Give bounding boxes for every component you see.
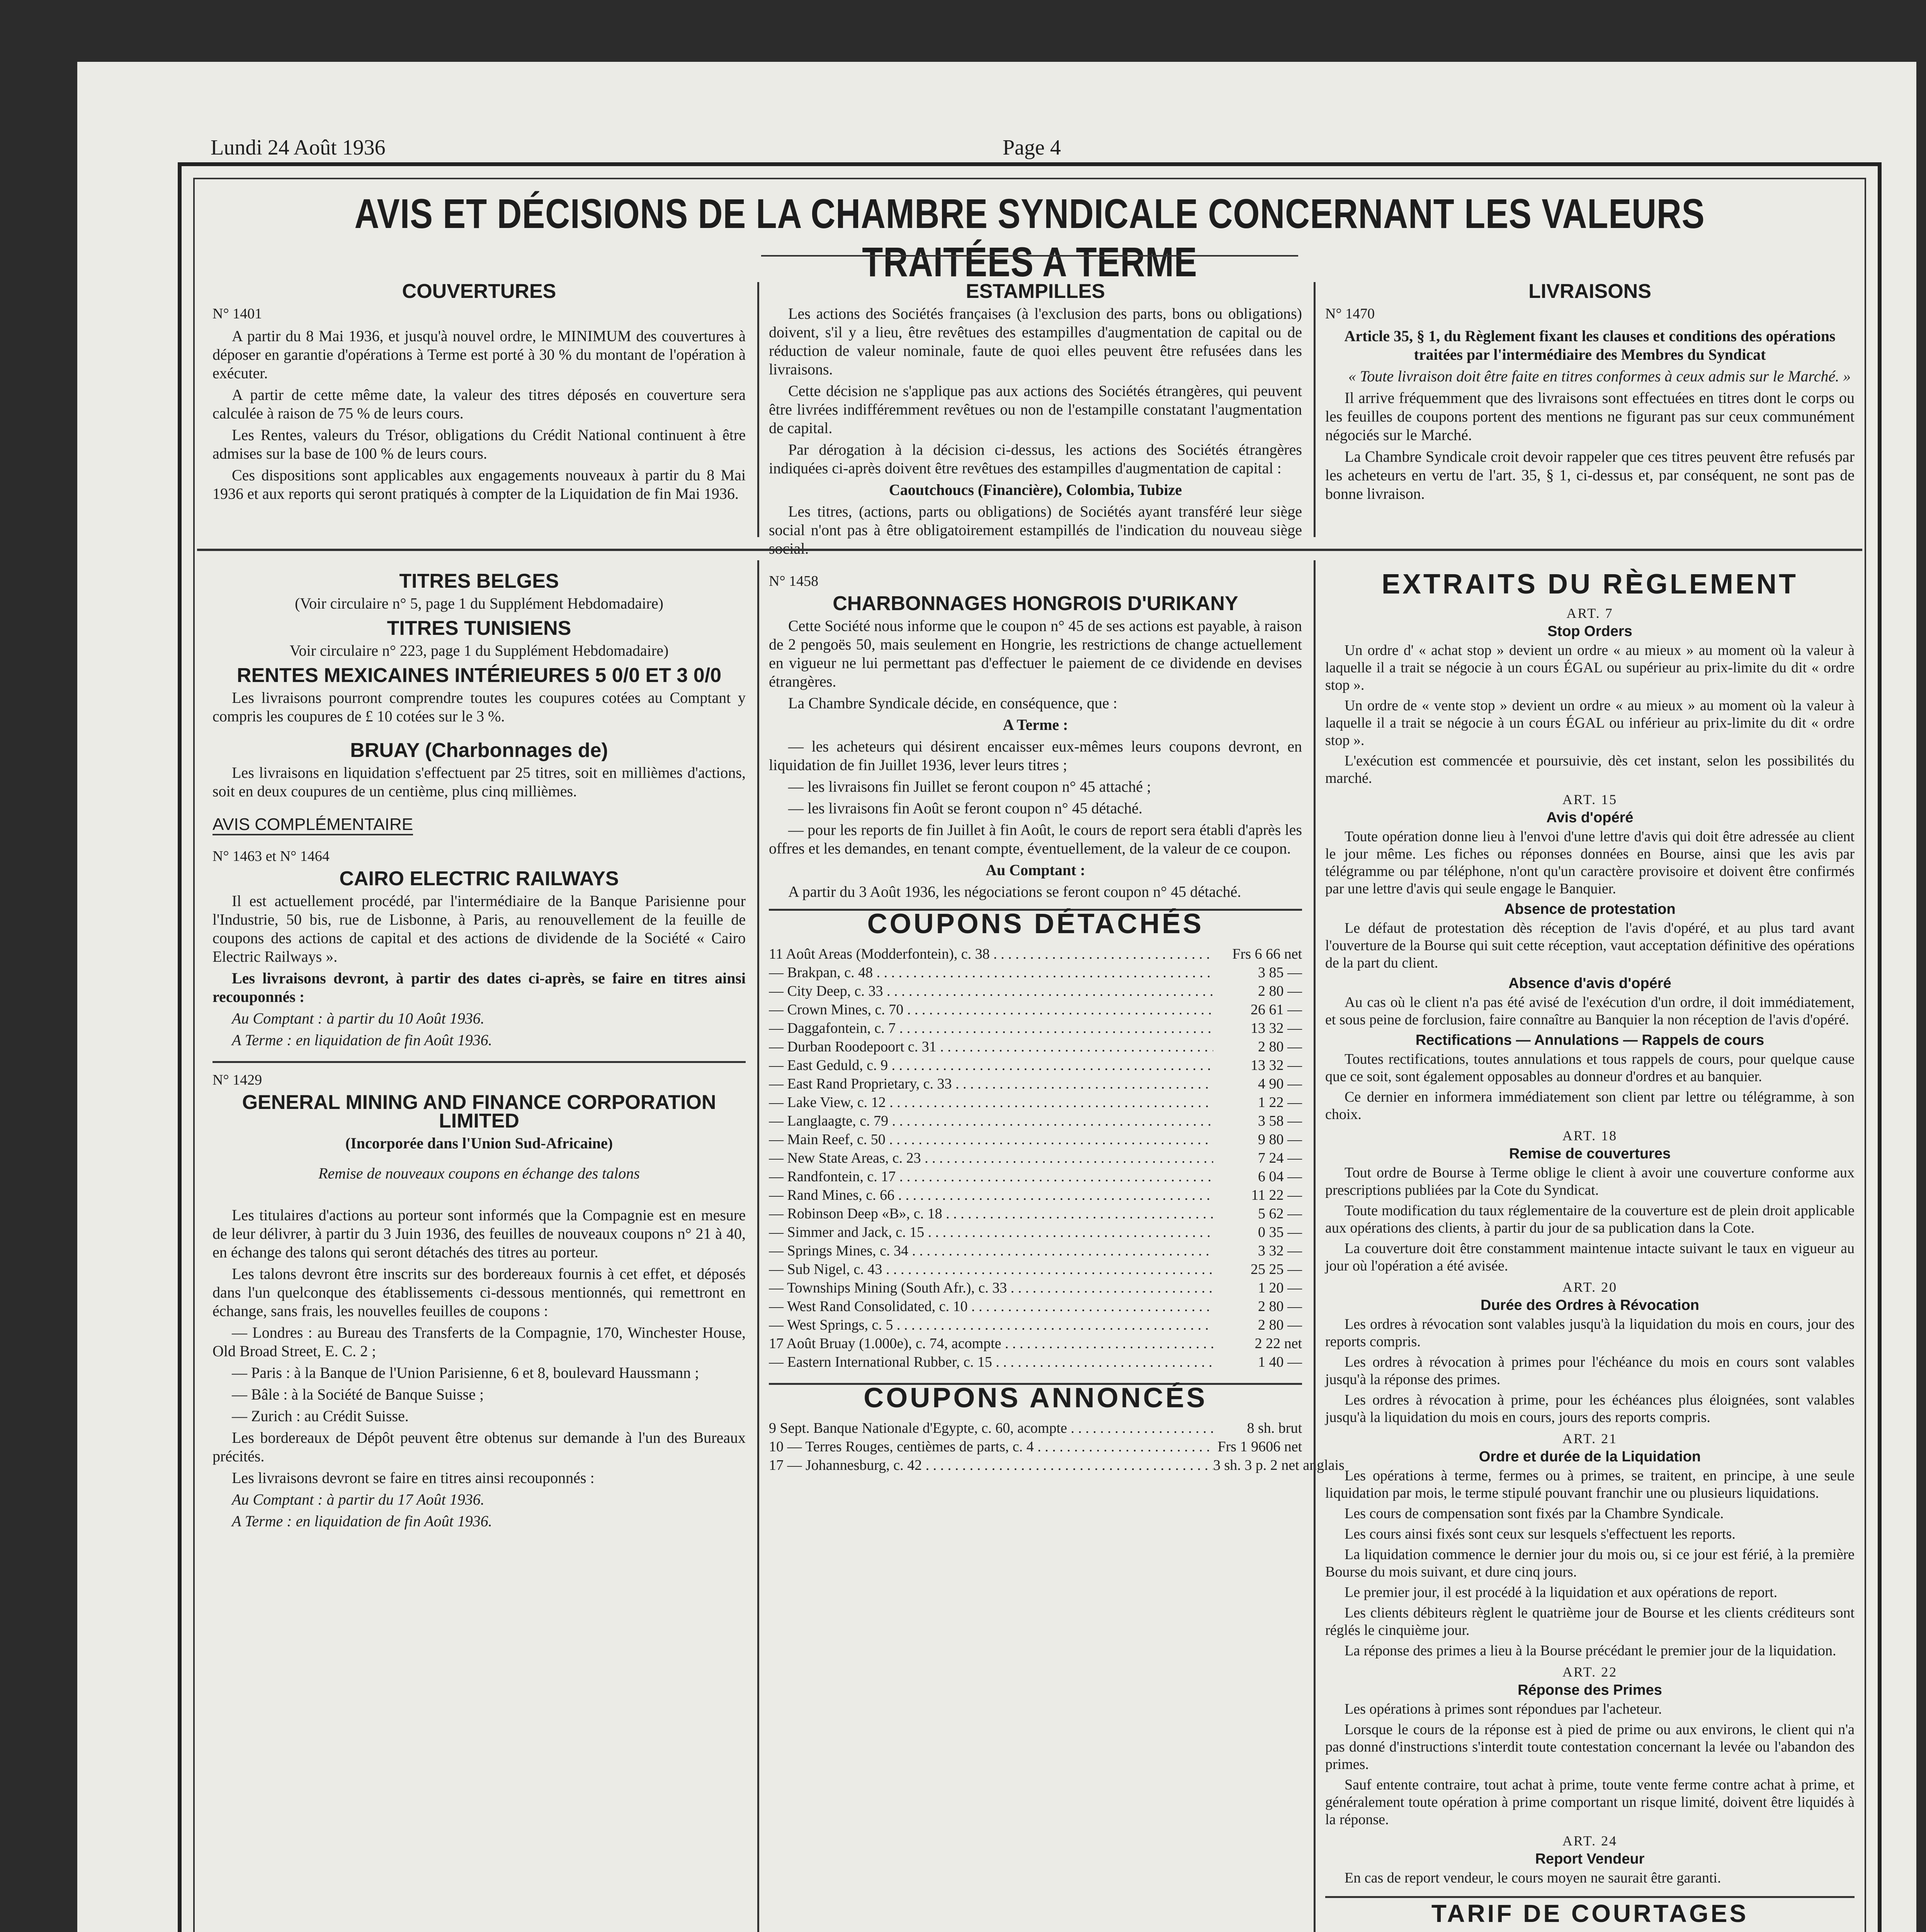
section-couvertures bbox=[212, 282, 746, 506]
divider-col-2 bbox=[1314, 560, 1316, 1932]
coupon-value: 6 04 — bbox=[1258, 1168, 1302, 1185]
gm-p7: Les bordereaux de Dépôt peuvent être obtenus sur demande à l'un des Bureaux précités. bbox=[212, 1429, 746, 1465]
article-21-title: Ordre et durée de la Liquidation bbox=[1479, 1449, 1701, 1465]
coupons-annonces-list bbox=[769, 1419, 1345, 1475]
list-item bbox=[769, 1037, 1302, 1056]
gm-subtitle: (Incorporée dans l'Union Sud-Africaine) bbox=[345, 1134, 613, 1152]
coupon-name: — Simmer and Jack, c. 15 . . . bbox=[769, 1223, 1213, 1242]
coupon-name: — Langlaagte, c. 79 . . . bbox=[769, 1112, 1213, 1130]
article-22-p1: Les opérations à primes sont répondues par l'acheteur. bbox=[1345, 1701, 1662, 1717]
cairo-p4: A Terme : en liquidation de fin Août 1936. bbox=[232, 1031, 492, 1049]
list-item bbox=[769, 1279, 1302, 1297]
coupon-name: — City Deep, c. 33 . . . bbox=[769, 982, 1213, 1000]
coupon-value: 2 80 — bbox=[1258, 1039, 1302, 1055]
article-7-label: ART. 7 bbox=[1566, 605, 1613, 621]
coupon-value: 3 32 — bbox=[1258, 1243, 1302, 1259]
rentes-mexicaines-title: RENTES MEXICAINES INTÉRIEURES 5 0/0 ET 3 0/0 bbox=[236, 664, 722, 687]
livraisons-p4: La Chambre Syndicale croit devoir rappeler que ces titres peuvent être refusés par les acheteurs en vertu de l'art. 35, § 1, ci-dessus et, par conséquent, ne sont pas de bonne livraison. bbox=[1325, 448, 1855, 502]
article-7-p2: Un ordre de « vente stop » devient un ordre « au mieux » au moment où la valeur à laquelle il a trait se négocie à un cours ÉGAL ou inférieur au prix-limite du dit « ordre stop ». bbox=[1325, 697, 1855, 748]
coupon-name: — Randfontein, c. 17 . . . bbox=[769, 1167, 1213, 1186]
avis-complementaire: AVIS COMPLÉMENTAIRE bbox=[212, 815, 413, 835]
coupon-value: 3 58 — bbox=[1258, 1113, 1302, 1129]
titres-tunisiens-note: Voir circulaire n° 223, page 1 du Supplément Hebdomadaire) bbox=[289, 642, 669, 659]
gm-number: N° 1429 bbox=[212, 1072, 262, 1088]
bruay-p: Les livraisons en liquidation s'effectuent par 25 titres, soit en millièmes d'actions, soit en deux coupures de un centième, plus cinq millièmes. bbox=[212, 764, 746, 800]
coupon-name: 17 Août Bruay (1.000e), c. 74, acompte . . . bbox=[769, 1334, 1213, 1353]
coupon-name: — Townships Mining (South Afr.), c. 33 . . . bbox=[769, 1279, 1213, 1297]
article-20-title: Durée des Ordres à Révocation bbox=[1481, 1297, 1699, 1313]
list-item bbox=[769, 1297, 1302, 1316]
section-livraisons bbox=[1325, 282, 1855, 506]
couvertures-title: COUVERTURES bbox=[402, 280, 556, 303]
gm-p1: Les titulaires d'actions au porteur sont informés que la Compagnie est en mesure de leur délivrer, à partir du 3 Juin 1936, des feuilles de nouveaux coupons n° 21 à 40, en échange des talons qui seront détachés des titres au porteur. bbox=[212, 1206, 746, 1261]
article-15-label: ART. 15 bbox=[1562, 792, 1618, 807]
list-item bbox=[769, 1149, 1302, 1167]
article-24-label: ART. 24 bbox=[1562, 1833, 1618, 1849]
article-7-p3: L'exécution est commencée et poursuivie, dès cet instant, selon les possibilités du marché. bbox=[1325, 753, 1855, 786]
estampilles-p4: Caoutchoucs (Financière), Colombia, Tubize bbox=[889, 481, 1182, 498]
gm-title: GENERAL MINING AND FINANCE CORPORATION LIMITED bbox=[242, 1091, 716, 1132]
header-date: Lundi 24 Août 1936 bbox=[211, 136, 386, 160]
article-15-p3: Au cas où le client n'a pas été avisé de l'exécution d'un ordre, il doit immédiatement, et sous peine de forclusion, faire connaître au Banquier la non réception de l'avis d'opéré. bbox=[1325, 994, 1855, 1028]
list-item bbox=[769, 1316, 1302, 1334]
coupon-name: — Main Reef, c. 50 . . . bbox=[769, 1130, 1213, 1149]
estampilles-p3: Par dérogation à la décision ci-dessus, les actions des Sociétés étrangères indiquées ci-après doivent être revêtues des estampilles d'augmentation de capital : bbox=[769, 441, 1302, 477]
gm-p6: — Zurich : au Crédit Suisse. bbox=[232, 1407, 409, 1425]
article-21-p5: Le premier jour, il est procédé à la liquidation et aux opérations de report. bbox=[1345, 1584, 1778, 1600]
coupon-name: — Eastern International Rubber, c. 15 . . . bbox=[769, 1353, 1213, 1371]
list-item bbox=[769, 1456, 1345, 1475]
article-7-p1: Un ordre d' « achat stop » devient un ordre « au mieux » au moment où la valeur à laquelle il a trait se négocie à un cours ÉGAL ou supérieur au prix-limite du dit « ordre stop ». bbox=[1325, 642, 1855, 693]
gm-p5: — Bâle : à la Société de Banque Suisse ; bbox=[232, 1386, 484, 1403]
list-item bbox=[769, 1130, 1302, 1149]
gm-italic-note: Remise de nouveaux coupons en échange des talons bbox=[318, 1165, 640, 1182]
list-item bbox=[769, 1000, 1302, 1019]
column-3 bbox=[1325, 569, 1855, 1932]
coupon-value: 2 80 — bbox=[1258, 1317, 1302, 1333]
coupon-value: 3 85 — bbox=[1258, 964, 1302, 981]
top-row-rule bbox=[197, 549, 1862, 551]
coupon-value: 8 sh. brut bbox=[1247, 1420, 1302, 1436]
article-21-label: ART. 21 bbox=[1562, 1431, 1618, 1446]
coupon-value: 13 32 — bbox=[1251, 1020, 1302, 1036]
charbonnages-p4: — les livraisons fin Juillet se feront coupon n° 45 attaché ; bbox=[788, 778, 1151, 795]
coupon-name: — Daggafontein, c. 7 . . . bbox=[769, 1019, 1213, 1037]
list-item bbox=[769, 1093, 1302, 1112]
coupon-name: — Brakpan, c. 48 . . . bbox=[769, 963, 1213, 982]
article-22-label: ART. 22 bbox=[1562, 1664, 1618, 1680]
charbonnages-number: N° 1458 bbox=[769, 573, 819, 589]
article-21-p3: Les cours ainsi fixés sont ceux sur lesquels s'effectuent les reports. bbox=[1345, 1526, 1736, 1542]
list-item bbox=[769, 1353, 1302, 1371]
coupon-name: — Rand Mines, c. 66 . . . bbox=[769, 1186, 1213, 1204]
divider-top-2 bbox=[1314, 282, 1316, 537]
gm-p4: — Paris : à la Banque de l'Union Parisienne, 6 et 8, boulevard Haussmann ; bbox=[232, 1364, 699, 1381]
rentes-mexicaines-p: Les livraisons pourront comprendre toutes les coupures cotées au Comptant y compris les coupures de £ 10 cotées sur le 3 %. bbox=[212, 689, 746, 725]
charbonnages-p1: Cette Société nous informe que le coupon n° 45 de ses actions est payable, à raison de 2 pengoës 50, mais seulement en Hongrie, les restrictions de change actuellement en vigueur ne lui permettant pas d'effectuer le paiement de ce dividende en devises étrangères. bbox=[769, 617, 1302, 690]
article-15-p4: Toutes rectifications, toutes annulations et tous rappels de cours, pour quelque cause que ce soit, sont également opposables au donneur d'ordres et au banquier. bbox=[1325, 1051, 1855, 1085]
article-15-sub3: Absence d'avis d'opéré bbox=[1508, 975, 1671, 992]
coupon-name: — East Geduld, c. 9 . . . bbox=[769, 1056, 1213, 1075]
bulletin-frame bbox=[178, 162, 1882, 1932]
coupon-name: 10 — Terres Rouges, centièmes de parts, c. 4 . . . bbox=[769, 1437, 1213, 1456]
list-item bbox=[769, 1056, 1302, 1075]
coupon-name: — Springs Mines, c. 34 . . . bbox=[769, 1242, 1213, 1260]
list-item bbox=[769, 1019, 1302, 1037]
cairo-number: N° 1463 et N° 1464 bbox=[212, 848, 330, 864]
coupon-value: 0 35 — bbox=[1258, 1224, 1302, 1240]
coupon-name: — East Rand Proprietary, c. 33 . . . bbox=[769, 1075, 1213, 1093]
list-item bbox=[769, 1112, 1302, 1130]
coupon-name: — Sub Nigel, c. 43 . . . bbox=[769, 1260, 1213, 1279]
coupon-value: 4 90 — bbox=[1258, 1076, 1302, 1092]
coupon-value: 5 62 — bbox=[1258, 1206, 1302, 1222]
article-22-p3: Sauf entente contraire, tout achat à prime, toute vente ferme contre achat à prime, et généralement toute opération à prime comportant un risque limité, doivent être liquidés à la réponse. bbox=[1325, 1777, 1855, 1828]
coupon-value: 25 25 — bbox=[1251, 1261, 1302, 1277]
couvertures-p1: A partir du 8 Mai 1936, et jusqu'à nouvel ordre, le MINIMUM des couvertures à déposer en garantie d'opérations à Terme est porté à 30 % du montant de l'opération à exécuter. bbox=[212, 327, 746, 382]
main-title: AVIS ET DÉCISIONS DE LA CHAMBRE SYNDICALE CONCERNANT LES VALEURS TRAITÉES A TERME bbox=[354, 190, 1705, 285]
gm-p9: Au Comptant : à partir du 17 Août 1936. bbox=[232, 1491, 484, 1508]
coupon-name: — Lake View, c. 12 . . . bbox=[769, 1093, 1213, 1112]
coupon-value: 26 61 — bbox=[1251, 1002, 1302, 1018]
column-1 bbox=[212, 572, 746, 1534]
list-item bbox=[769, 1242, 1302, 1260]
estampilles-title: ESTAMPILLES bbox=[966, 280, 1105, 303]
tarif-title: TARIF DE COURTAGES bbox=[1431, 1900, 1749, 1927]
charbonnages-p3: — les acheteurs qui désirent encaisser eux-mêmes leurs coupons devront, en liquidation de fin Juillet 1936, lever leurs titres ; bbox=[769, 738, 1302, 774]
coupon-value: Frs 6 66 net bbox=[1232, 946, 1302, 962]
gm-p3: — Londres : au Bureau des Transferts de la Compagnie, 170, Winchester House, Old Broad Street, E. C. 2 ; bbox=[212, 1324, 746, 1360]
coupon-value: 9 80 — bbox=[1258, 1131, 1302, 1148]
coupons-annonces-title: COUPONS ANNONCÉS bbox=[864, 1383, 1207, 1413]
article-20-label: ART. 20 bbox=[1562, 1279, 1618, 1295]
bruay-title: BRUAY (Charbonnages de) bbox=[350, 739, 608, 762]
charbonnages-p7: A partir du 3 Août 1936, les négociations se feront coupon n° 45 détaché. bbox=[788, 883, 1241, 900]
title-underline bbox=[761, 255, 1298, 257]
list-item bbox=[769, 1334, 1302, 1353]
divider-top-1 bbox=[757, 282, 759, 537]
couvertures-number: N° 1401 bbox=[212, 306, 262, 322]
cairo-p3: Au Comptant : à partir du 10 Août 1936. bbox=[232, 1010, 484, 1027]
article-21-p4: La liquidation commence le dernier jour du mois ou, si ce jour est férié, à la première Bourse du mois suivant, et dure cinq jours. bbox=[1325, 1546, 1855, 1580]
section-estampilles bbox=[769, 282, 1302, 561]
article-15-sub2: Absence de protestation bbox=[1504, 901, 1676, 917]
cairo-rule bbox=[212, 1061, 746, 1063]
list-item bbox=[769, 1419, 1302, 1437]
article-21-p1: Les opérations à terme, fermes ou à primes, se traitent, en principe, à une seule liquidation par mois, le terme stipulé pouvant franchir une ou plusieurs liquidations. bbox=[1325, 1468, 1855, 1501]
article-22-p2: Lorsque le cours de la réponse est à pied de prime ou aux environs, le client qui n'a pas donné d'instructions s'interdit toute contestation concernant la levée ou l'abandon des primes. bbox=[1325, 1721, 1855, 1772]
estampilles-p2: Cette décision ne s'applique pas aux actions des Sociétés étrangères, qui peuvent être livrées indifféremment revêtues ou non de l'estampille constatant l'augmentation de capital. bbox=[769, 382, 1302, 437]
header-page-number: Page 4 bbox=[1003, 136, 1061, 160]
livraisons-p3: Il arrive fréquemment que des livraisons sont effectuées en titres dont le corps ou les feuilles de coupons portent des mentions ne figurant pas sur ceux communément négociés sur le Marché. bbox=[1325, 389, 1855, 444]
coupon-name: 17 — Johannesburg, c. 42 . . . bbox=[769, 1456, 1213, 1475]
article-18-label: ART. 18 bbox=[1562, 1128, 1618, 1143]
coupon-name: — Durban Roodepoort c. 31 . . . bbox=[769, 1037, 1213, 1056]
coupon-value: 3 sh. 3 p. 2 net anglais bbox=[1213, 1457, 1345, 1473]
article-15-title: Avis d'opéré bbox=[1546, 810, 1634, 826]
reglement-title: EXTRAITS DU RÈGLEMENT bbox=[1381, 569, 1799, 600]
article-15-p1: Toute opération donne lieu à l'envoi d'une lettre d'avis qui doit être adressée au client le jour même. Les fiches ou réponses données en Bourse, ainsi que les avis par télégramme ou par téléphone, n'ont qu'un caractère provisoire et doivent être confirmés par une lettre d'avis qui seule engage le Banquier. bbox=[1325, 828, 1855, 897]
couvertures-p4: Ces dispositions sont applicables aux engagements nouveaux à partir du 8 Mai 1936 et aux reports qui seront pratiqués à compter de la Liquidation de fin Mai 1936. bbox=[212, 466, 746, 502]
list-item bbox=[769, 1186, 1302, 1204]
coupon-name: — West Springs, c. 5 . . . bbox=[769, 1316, 1213, 1334]
coupon-value: 2 80 — bbox=[1258, 983, 1302, 999]
coupons-detaches-list bbox=[769, 945, 1302, 1371]
coupon-value: 1 40 — bbox=[1258, 1354, 1302, 1370]
coupon-name: — New State Areas, c. 23 . . . bbox=[769, 1149, 1213, 1167]
article-21-p6: Les clients débiteurs règlent le quatrième jour de Bourse et les clients créditeurs sont réglés le cinquième jour. bbox=[1325, 1605, 1855, 1638]
coupon-name: 9 Sept. Banque Nationale d'Egypte, c. 60, acompte . . . bbox=[769, 1419, 1213, 1437]
article-22-title: Réponse des Primes bbox=[1518, 1682, 1662, 1698]
coupon-value: 1 20 — bbox=[1258, 1280, 1302, 1296]
couvertures-p2: A partir de cette même date, la valeur des titres déposés en couverture sera calculée à raison de 75 % de leurs cours. bbox=[212, 386, 746, 422]
coupon-name: — Robinson Deep «B», c. 18 . . . bbox=[769, 1204, 1213, 1223]
article-18-p1: Tout ordre de Bourse à Terme oblige le client à avoir une couverture conforme aux prescriptions publiées par la Cote du Syndicat. bbox=[1325, 1165, 1855, 1198]
list-item bbox=[769, 945, 1302, 963]
article-21-p2: Les cours de compensation sont fixés par la Chambre Syndicale. bbox=[1345, 1505, 1724, 1522]
charbonnages-comptant: Au Comptant : bbox=[986, 861, 1085, 879]
list-item bbox=[769, 963, 1302, 982]
coupon-name: 11 Août Areas (Modderfontein), c. 38 . . . bbox=[769, 945, 1213, 963]
coupon-value: Frs 1 9606 net bbox=[1217, 1439, 1302, 1455]
list-item bbox=[769, 982, 1302, 1000]
coupon-name: — Crown Mines, c. 70 . . . bbox=[769, 1000, 1213, 1019]
article-24-title: Report Vendeur bbox=[1535, 1851, 1645, 1867]
cairo-p1: Il est actuellement procédé, par l'intermédiaire de la Banque Parisienne pour l'Industrie, 50 bis, rue de Lisbonne, à Paris, au renouvellement de la feuille de coupons des actions de capital et des actions de dividende de la Société « Cairo Electric Railways ». bbox=[212, 892, 746, 965]
titres-tunisiens-title: TITRES TUNISIENS bbox=[387, 617, 571, 639]
livraisons-p1: Article 35, § 1, du Règlement fixant les clauses et conditions des opérations traitées par l'intermédiaire des Membres du Syndicat bbox=[1344, 327, 1836, 363]
article-21-p7: La réponse des primes a lieu à la Bourse précédant le premier jour de la liquidation. bbox=[1345, 1643, 1836, 1659]
coupon-value: 11 22 — bbox=[1251, 1187, 1302, 1203]
titres-belges-title: TITRES BELGES bbox=[399, 570, 559, 592]
divider-col-1 bbox=[757, 560, 759, 1932]
coupon-value: 2 22 net bbox=[1255, 1335, 1302, 1352]
coupon-value: 13 32 — bbox=[1251, 1057, 1302, 1073]
estampilles-p1: Les actions des Sociétés françaises (à l'exclusion des parts, bons ou obligations) doivent, s'il y a lieu, être revêtues des estampilles d'augmentation de capital ou de réduction de valeur nominale, faute de quoi elles peuvent être refusées dans les livraisons. bbox=[769, 305, 1302, 378]
article-18-p2: Toute modification du taux réglementaire de la couverture est de plein droit applicable aux opérations des clients, à partir du jour de sa publication dans la Cote. bbox=[1325, 1202, 1855, 1236]
list-item bbox=[769, 1075, 1302, 1093]
gm-p8: Les livraisons devront se faire en titres ainsi recouponnés : bbox=[232, 1469, 595, 1486]
article-20-p2: Les ordres à révocation à primes pour l'échéance du mois en cours sont valables jusqu'à la réponse des primes. bbox=[1325, 1354, 1855, 1388]
livraisons-number: N° 1470 bbox=[1325, 306, 1375, 322]
cairo-title: CAIRO ELECTRIC RAILWAYS bbox=[339, 867, 619, 890]
charbonnages-p2: La Chambre Syndicale décide, en conséquence, que : bbox=[788, 694, 1117, 712]
coupon-value: 2 80 — bbox=[1258, 1298, 1302, 1315]
article-7-title: Stop Orders bbox=[1547, 623, 1632, 639]
article-18-p3: La couverture doit être constamment maintenue intacte suivant le taux en vigueur au jour où l'opération a été avisée. bbox=[1325, 1240, 1855, 1274]
article-15-p2: Le défaut de protestation dès réception de l'avis d'opéré, et au plus tard avant l'ouverture de la Bourse qui suit cette réception, vaut acceptation définitive des opérations de la part du client. bbox=[1325, 920, 1855, 971]
titres-belges-note: (Voir circulaire n° 5, page 1 du Supplément Hebdomadaire) bbox=[295, 595, 663, 612]
couvertures-p3: Les Rentes, valeurs du Trésor, obligations du Crédit National continuent à être admises sur la base de 100 % de leurs cours. bbox=[212, 426, 746, 462]
list-item bbox=[769, 1223, 1302, 1242]
estampilles-p5: Les titres, (actions, parts ou obligations) de Sociétés ayant transféré leur siège social n'ont pas à être obligatoirement estampillés de l'indication du nouveau siège social. bbox=[769, 503, 1302, 557]
coupon-value: 1 22 — bbox=[1258, 1094, 1302, 1111]
list-item bbox=[769, 1260, 1302, 1279]
article-15-p5: Ce dernier en informera immédiatement son client par lettre ou télégramme, à son choix. bbox=[1325, 1089, 1855, 1122]
charbonnages-p6: — pour les reports de fin Juillet à fin Août, le cours de report sera établi d'après les offres et les demandes, en tenant compte, éventuellement, de la valeur de ce coupon. bbox=[769, 821, 1302, 857]
list-item bbox=[769, 1167, 1302, 1186]
article-20-p1: Les ordres à révocation sont valables jusqu'à la liquidation du mois en cours, jour des reports compris. bbox=[1325, 1316, 1855, 1350]
charbonnages-title: CHARBONNAGES HONGROIS D'URIKANY bbox=[833, 592, 1238, 615]
livraisons-p2: « Toute livraison doit être faite en titres conformes à ceux admis sur le Marché. » bbox=[1348, 367, 1851, 385]
coupon-name: — West Rand Consolidated, c. 10 . . . bbox=[769, 1297, 1213, 1316]
article-18-title: Remise de couvertures bbox=[1509, 1146, 1671, 1162]
gm-p10: A Terme : en liquidation de fin Août 1936. bbox=[232, 1512, 492, 1530]
article-15-sub4: Rectifications — Annulations — Rappels de cours bbox=[1415, 1032, 1765, 1048]
tarif-rule bbox=[1325, 1896, 1855, 1898]
coupons-detaches-title: COUPONS DÉTACHÉS bbox=[867, 908, 1204, 939]
cairo-p2: Les livraisons devront, à partir des dates ci-après, se faire en titres ainsi recouponnés : bbox=[212, 969, 746, 1005]
list-item bbox=[769, 1437, 1302, 1456]
livraisons-title: LIVRAISONS bbox=[1528, 280, 1651, 303]
list-item bbox=[769, 1204, 1302, 1223]
article-20-p3: Les ordres à révocation à prime, pour les échéances plus éloignées, sont valables jusqu'à la liquidation du mois en cours, jours des reports compris. bbox=[1325, 1392, 1855, 1425]
gm-p2: Les talons devront être inscrits sur des bordereaux fournis à cet effet, et déposés dans l'un quelconque des établissements ci-dessous mentionnés, qui remettront en échange, sans frais, les nouvelles feuilles de coupons : bbox=[212, 1265, 746, 1320]
coupon-value: 7 24 — bbox=[1258, 1150, 1302, 1166]
charbonnages-terme: A Terme : bbox=[1003, 716, 1068, 733]
charbonnages-p5: — les livraisons fin Août se feront coupon n° 45 détaché. bbox=[788, 799, 1142, 817]
column-2 bbox=[769, 572, 1345, 1475]
article-24-p1: En cas de report vendeur, le cours moyen ne saurait être garanti. bbox=[1345, 1870, 1721, 1886]
